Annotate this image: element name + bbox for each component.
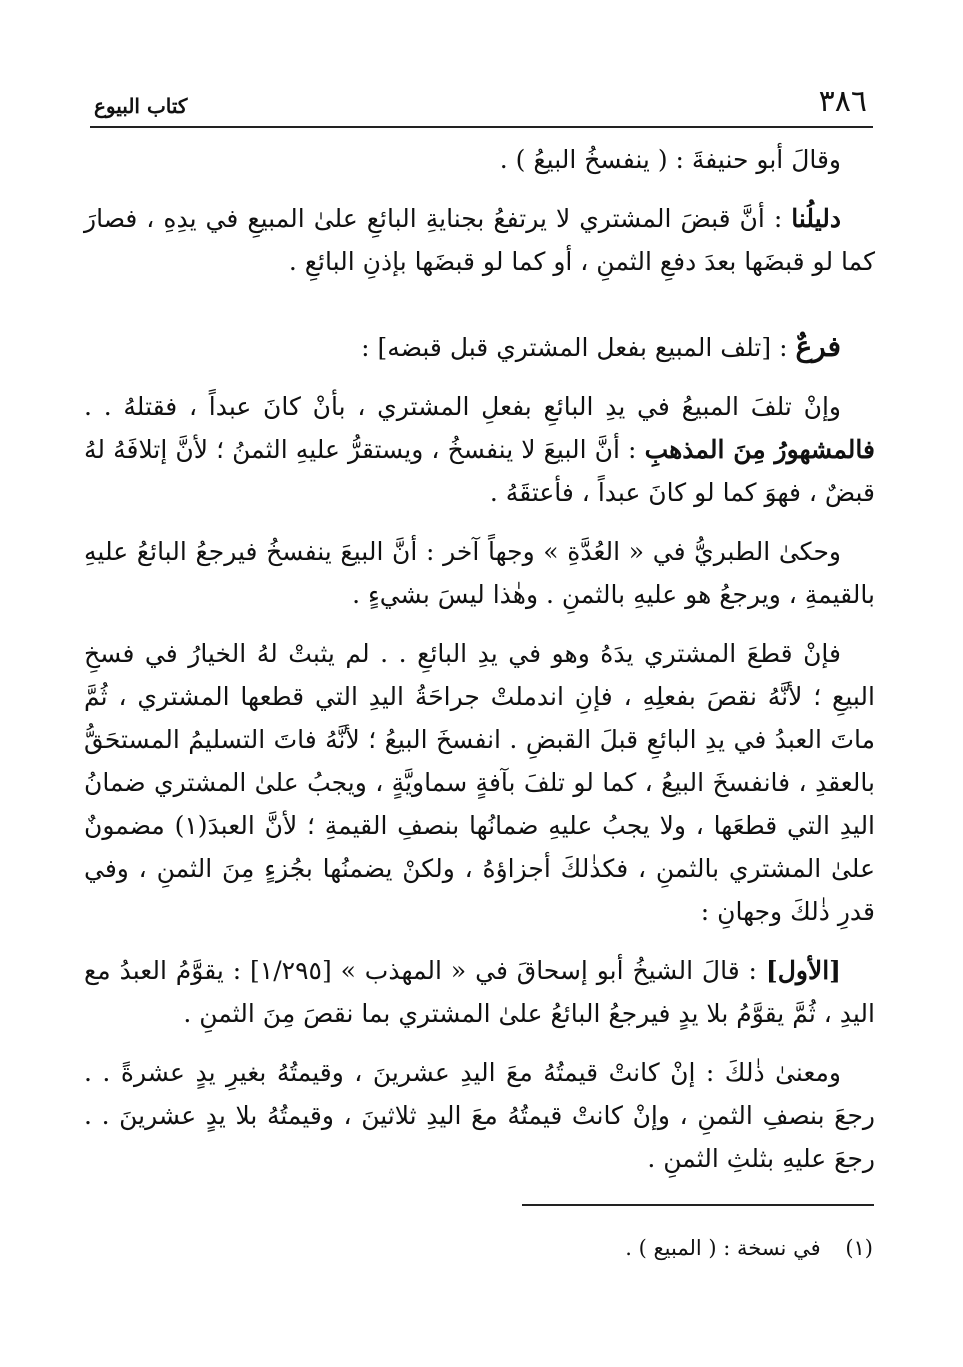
- page-header: [90, 82, 873, 128]
- paragraph-text: ومعنىٰ ذٰلكَ : إنْ كانتْ قيمتُهُ معَ اليدِ عشرينَ ، وقيمتُهُ بغيرِ يدٍ عشرةً . . رجعَ بنصفِ الثمنِ ، وإنْ كانتْ قيمتُهُ معَ اليدِ ثلاثينَ ، وقيمتُهُ بلا يدٍ عشرينَ . . رجعَ عليهِ بثلثِ الثمنِ .: [84, 1058, 875, 1173]
- footnote-number: (١): [845, 1236, 873, 1260]
- paragraph-text: : أنَّ قبضَ المشتري لا يرتفعُ بجنايةِ البائعِ علىٰ المبيعِ في يدِهِ ، فصارَ كما لو قبضَها بعدَ دفعِ الثمنِ ، أو كما لو قبضَها بإذنِ البائعِ .: [84, 204, 875, 276]
- paragraph-text: وإنْ تلفَ المبيعُ في يدِ البائعِ بفعلِ المشتري ، بأنْ كانَ عبداً ، فقتلهُ . .: [84, 392, 841, 421]
- running-title: كتاب البيوع: [94, 94, 188, 118]
- main-text: [84, 138, 875, 1196]
- paragraph-text: فإنْ قطعَ المشتري يدَهُ وهو في يدِ البائعِ . . لم يثبتْ لهُ الخيارُ في فسخِ البيعِ ؛ لأنَّهُ نقصَ بفعلِهِ ، فإنِ اندملتْ جراحَةُ اليدِ التي قطعها المشتري ، ثُمَّ ماتَ العبدُ في يدِ البائعِ قبلَ القبضِ . انفسخَ البيعُ ؛ لأنَّهُ فاتَ التسليمُ المستحَقُّ بالعقدِ ، فانفسخَ البيعُ ، كما لو تلفَ بآفةٍ سماويَّةٍ ، ويجبُ علىٰ المشتري ضمانُ اليدِ التي قطعَها ، ولا يجبُ عليهِ ضمانُها بنصفِ القيمةِ ؛ لأنَّ العبدَ(١) مضمونٌ علىٰ المشتري بالثمنِ ، فكذٰلكَ أجزاؤهُ ، ولكنْ يضمنُها بجُزءٍ مِنَ الثمنِ ، وفي قدرِ ذٰلكَ وجهانِ :: [84, 639, 876, 926]
- mashhur-heading: فالمشهورُ مِنَ المذهبِ: [644, 435, 875, 464]
- far-title: : [تلف المبيع بفعل المشتري قبل قبضه] :: [361, 333, 796, 362]
- paragraph-text: وقالَ أبو حنيفةَ : ( ينفسخُ البيعُ ) .: [499, 145, 841, 174]
- page-number: ٣٨٦: [818, 84, 867, 119]
- paragraph-text: : قالَ الشيخُ أبو إسحاقَ في « المهذب » [١/٢٩٥] : يقوَّمُ العبدُ مع اليدِ ، ثُمَّ يقوَّمُ بلا يدٍ فيرجعُ البائعُ علىٰ المشتري بما نقصَ مِنَ الثمنِ .: [84, 956, 875, 1028]
- far-heading: فرعٌ: [795, 330, 841, 363]
- paragraph-evidence: [84, 197, 875, 283]
- footnote: [273, 1236, 873, 1260]
- first-view-heading: [الأول]: [765, 956, 841, 985]
- paragraph-mashhur: [84, 385, 875, 514]
- paragraph-abu-hanifa: [84, 138, 875, 181]
- paragraph-cut-hand: [84, 632, 875, 933]
- paragraph-text-cont: : أنَّ البيعَ لا ينفسخُ ، ويستقرُّ عليهِ الثمنُ ؛ لأنَّ إتلافَهُ لهُ قبضٌ ، فهوَ كما لو كانَ عبداً ، فأعتقَهُ .: [84, 435, 875, 507]
- section-heading-far: [84, 325, 875, 369]
- paragraph-tabari: [84, 530, 875, 616]
- paragraph-first-view: [84, 949, 875, 1035]
- paragraph-text: وحكىٰ الطبريُّ في « العُدَّةِ » وجهاً آخر : أنَّ البيعَ ينفسخُ فيرجعُ البائعُ عليهِ بالقيمةِ ، ويرجعُ هو عليهِ بالثمنِ . وهٰذا ليسَ بشيءٍ .: [84, 537, 875, 609]
- paragraph-meaning: [84, 1051, 875, 1180]
- evidence-heading: دليلُنا: [791, 204, 841, 233]
- footnote-divider: [522, 1204, 874, 1206]
- footnote-text: في نسخة : ( المبيع ) .: [625, 1236, 821, 1260]
